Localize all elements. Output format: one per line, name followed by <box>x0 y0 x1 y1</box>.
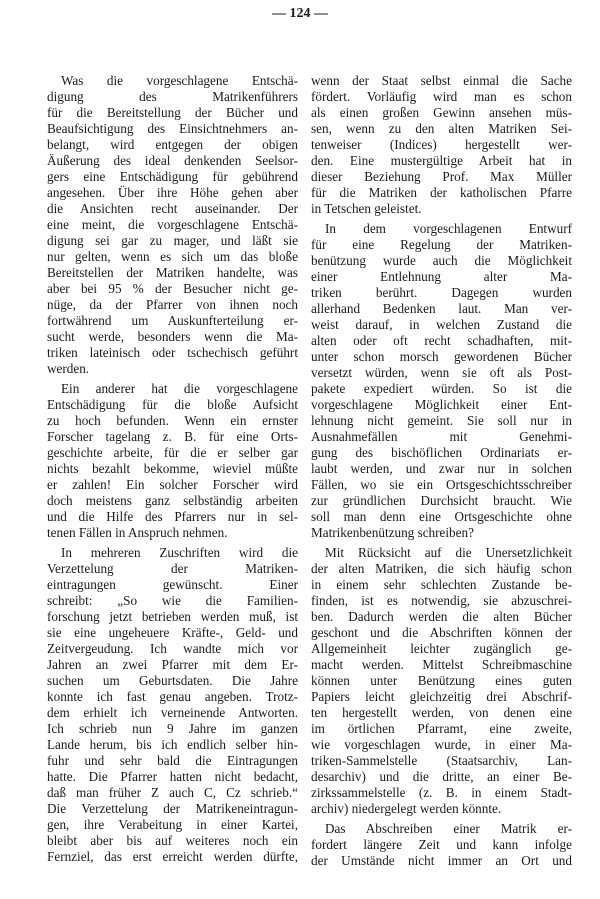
text-line: triken-Sammelstelle (Staatsarchiv, Lan- <box>311 753 572 768</box>
text-line: hatte. Die Pfarrer hatten nicht bedacht, <box>47 769 298 784</box>
text-line: pakete expediert würden. So ist die <box>311 381 572 396</box>
text-line: Lande herum, bis ich endlich selber hin- <box>47 737 298 752</box>
text-line: triken berührt. Dagegen wurden <box>311 285 572 300</box>
text-line: Verzettelung der Matriken- <box>47 561 298 576</box>
text-line: desarchiv) und die dritte, an einer Be- <box>311 769 572 784</box>
right-text-column <box>311 73 572 869</box>
text-line: unter schon morsch gewordenen Bücher <box>311 349 572 364</box>
text-line: macht werden. Mittelst Schreibmaschine <box>311 657 572 672</box>
text-line: nüge, da der Pfarrer von ihnen noch <box>47 297 298 312</box>
text-line: alten oder oft recht schadhaften, mit- <box>311 333 572 348</box>
text-line: fuhr und sehr bald die Eintragungen <box>47 753 298 768</box>
text-line: werden. <box>47 361 90 376</box>
text-line: Zeitvergeudung. Ich wandte mich vor <box>47 641 298 656</box>
text-line: ben. Dadurch werden die alten Bücher <box>311 609 572 624</box>
text-line: für eine Regelung der Matriken- <box>311 237 572 252</box>
text-line: Papiers leicht gleichzeitig drei Abschrif- <box>311 689 572 704</box>
text-line: wenn der Staat selbst einmal die Sache <box>311 73 572 88</box>
text-line: ten hergestellt werden, von denen eine <box>311 705 572 720</box>
text-line: er zahlen! Ein solcher Forscher wird <box>47 477 298 492</box>
text-line: in Tetschen geleistet. <box>311 201 422 216</box>
text-line: für die Bereitstellung der Bücher und <box>47 105 298 120</box>
text-line: daß man früher Z auch C, Cz schrieb.“ <box>47 785 298 800</box>
text-line: belangt, wird entgegen der obigen <box>47 137 298 152</box>
text-line: eintragungen gewünscht. Einer <box>47 577 298 592</box>
text-line: eine meint, die vorgeschlagene Entschä- <box>47 217 298 232</box>
text-line: Die Verzettelung der Matrikeneintragun- <box>47 801 298 816</box>
text-line: Ich schrieb nun 9 Jahre im ganzen <box>47 721 298 736</box>
text-line: triken lateinisch oder tschechisch geführt <box>47 345 298 360</box>
text-line: Matrikenbenützung schreiben? <box>311 525 474 540</box>
text-line: Allgemeinheit leichter zugänglich ge- <box>311 641 572 656</box>
text-line: benützung wurde auch die Möglichkeit <box>311 253 572 268</box>
text-line: bleibt aber bis auf weiteres noch ein <box>47 833 298 848</box>
text-line: Bereitstellen der Matriken handelte, was <box>47 265 298 280</box>
text-line: Ausnahmefällen mit Genehmi- <box>311 429 572 444</box>
text-line: allerhand Bedenken laut. Man ver- <box>311 301 572 316</box>
text-line: weist darauf, in welchen Zustand die <box>311 317 572 332</box>
text-line: konnte ich fast genau angeben. Trotz- <box>47 689 298 704</box>
text-line: den. Eine mustergültige Arbeit hat in <box>311 153 572 168</box>
text-line: dem erhielt ich verneinende Antworten. <box>47 705 298 720</box>
text-line: digung des Matrikenführers <box>47 89 298 104</box>
text-line: digung sei gar zu mager, und läßt sie <box>47 233 298 248</box>
text-line: der Umstände nicht immer an Ort und <box>311 853 572 868</box>
text-line: Was die vorgeschlagene Entschä- <box>61 73 298 88</box>
text-line: versetzt würden, wenn sie oft als Post- <box>311 365 572 380</box>
text-line: sie eine ungeheuere Kräfte-, Geld- und <box>47 625 298 640</box>
text-line: angesehen. Über ihre Höhe gehen aber <box>47 185 298 200</box>
text-line: Beaufsichtigung des Einsichtnehmers an- <box>47 121 298 136</box>
left-text-column <box>47 73 298 865</box>
text-line: forschung jetzt betrieben werden muß, ist <box>47 609 298 624</box>
text-line: gung des bischöflichen Ordinariats er- <box>311 445 572 460</box>
text-line: gen, ihre Verabeitung in einer Kartei, <box>47 817 298 832</box>
text-line: nichts bezahlt bekomme, wieviel müßte <box>47 461 298 476</box>
text-line: doch meistens ganz selbständig arbeiten <box>47 493 298 508</box>
text-line: fördert. Vorläufig wird man es schon <box>311 89 572 104</box>
text-line: im örtlichen Pfarramt, eine zweite, <box>311 721 572 736</box>
text-line: Jahren an zwei Pfarrer mit dem Er- <box>47 657 298 672</box>
text-line: zur gründlichen Durchsicht braucht. Wie <box>311 493 572 508</box>
page-number: — 124 — <box>272 6 328 21</box>
text-line: lehnung nicht gemeint. Sie soll nur in <box>311 413 572 428</box>
text-line: der alten Matriken, die sich häufig schon <box>311 561 572 576</box>
text-line: Mit Rücksicht auf die Unersetzlichkeit <box>325 545 572 560</box>
text-line: fortwährend um Auskunfterteilung er- <box>47 313 298 328</box>
text-line: Das Abschreiben einer Matrik er- <box>325 821 572 836</box>
text-line: suchen um Geburtsdaten. Die Jahre <box>47 673 298 688</box>
text-line: einer Entlehnung alter Ma- <box>311 269 572 284</box>
text-line: geschont und die Abschriften können der <box>311 625 572 640</box>
text-line: In mehreren Zuschriften wird die <box>61 545 298 560</box>
text-line: in einem sehr schlechten Zustande be- <box>311 577 572 592</box>
text-line: schreibt: „So wie die Familien- <box>47 593 298 608</box>
text-line: Fernziel, das erst erreicht werden dürfte, <box>47 849 298 864</box>
text-line: vorgeschlagene Möglichkeit einer Ent- <box>311 397 572 412</box>
text-line: sen, wenn zu den alten Matriken Sei- <box>311 121 572 136</box>
text-line: für die Matriken der katholischen Pfarre <box>311 185 572 200</box>
text-line: als einen großen Gewinn ansehen müs- <box>311 105 572 120</box>
text-line: tenen Fällen in Anspruch nehmen. <box>47 525 228 540</box>
text-line: fordert längere Zeit und kann infolge <box>311 837 572 852</box>
text-line: zu hoch befunden. Wenn ein ernster <box>47 413 298 428</box>
text-line: zirkssammelstelle (z. B. in einem Stadt- <box>311 785 572 800</box>
text-line: laubt werden, und zwar nur in solchen <box>311 461 572 476</box>
text-line: sucht werde, besonders wenn die Ma- <box>47 329 298 344</box>
text-line: und die Hilfe des Pfarrers nur in sel- <box>47 509 298 524</box>
text-line: gers eine Entschädigung für gebührend <box>47 169 298 184</box>
text-line: Ein anderer hat die vorgeschlagene <box>61 381 298 396</box>
text-line: Entschädigung für die bloße Aufsicht <box>47 397 298 412</box>
text-line: Forscher tagelang z. B. für eine Orts- <box>47 429 298 444</box>
text-line: nur gelten, wenn es sich um das bloße <box>47 249 298 264</box>
text-line: soll man denn eine Ortsgeschichte ohne <box>311 509 572 524</box>
text-line: wie vorgeschlagen wurde, in einer Ma- <box>311 737 572 752</box>
text-line: dieser Beziehung Prof. Max Müller <box>311 169 572 184</box>
text-line: aber bei 95 % der Besucher nicht ge- <box>47 281 298 296</box>
text-line: geschichte arbeite, für die er selber gar <box>47 445 298 460</box>
text-line: tenweiser (Indices) hergestellt wer- <box>311 137 572 152</box>
text-line: finden, ist es notwendig, sie abzuschrei- <box>311 593 572 608</box>
text-line: Fällen, wo sie ein Ortsgeschichtsschreiber <box>311 477 572 492</box>
text-line: In dem vorgeschlagenen Entwurf <box>325 221 572 236</box>
text-line: können unter Benützung eines guten <box>311 673 572 688</box>
text-line: die Ansichten recht auseinander. Der <box>47 201 298 216</box>
text-line: archiv) niedergelegt werden könnte. <box>311 801 502 816</box>
text-line: Äußerung des ideal denkenden Seelsor- <box>47 153 298 168</box>
